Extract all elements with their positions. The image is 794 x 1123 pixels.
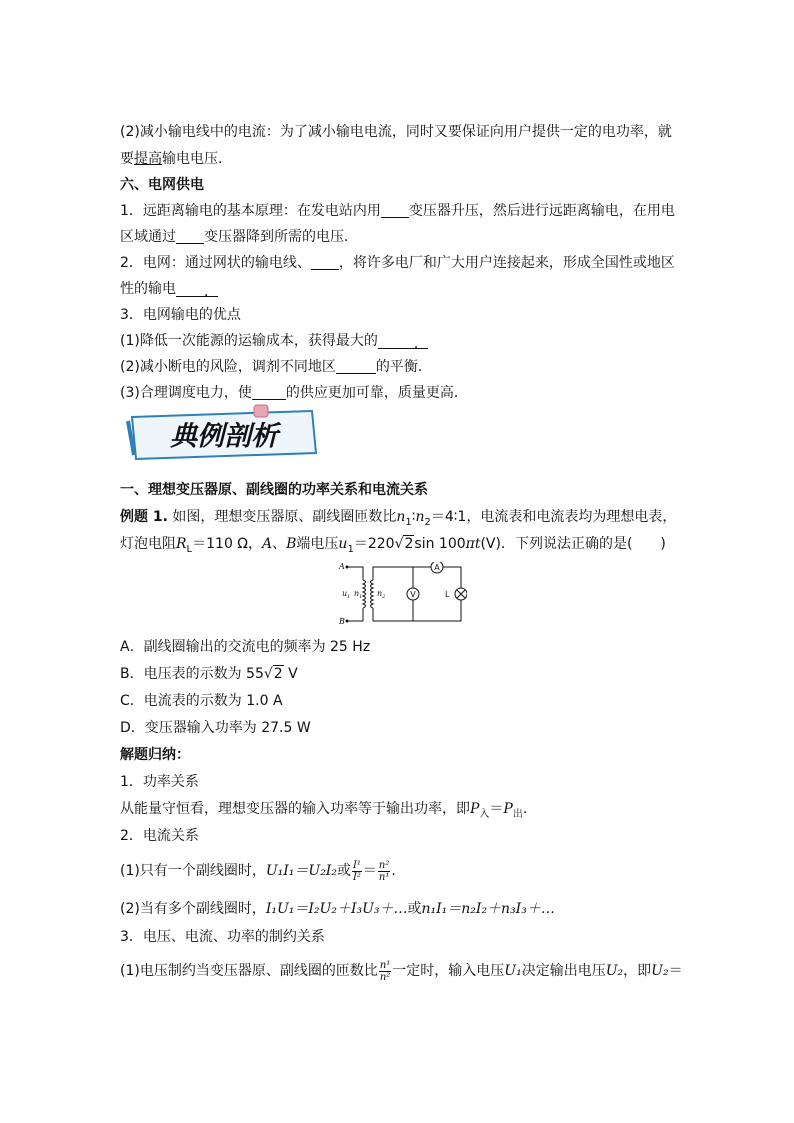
paragraph-line: 性的输电 ． [120,281,218,300]
question-stem-line: 灯泡电阻$R_L=110$ Ω，A、B端电压$u_1=220√2\sin$ 100πt(V)．下列说法正确的是( ) [120,536,666,555]
paragraph-line: 要提高输电电压． [120,151,232,167]
fraction: $\frac{\text{n¹}}{\text{n²}}$ [379,959,391,983]
example-analysis-banner [126,403,322,465]
load-loop [413,567,461,621]
paragraph-line: (2)减小输电线中的电流：为了减小输电电流，同时又要保证向用户提供一定的电功率，就 [120,124,672,140]
option-c: C．电流表的示数为 1.0 A [120,693,283,709]
paragraph-line: 3．电网输电的优点 [120,307,241,323]
paragraph-line: (1)降低一次能源的运输成本，获得最大的 ． [120,333,428,352]
answer-blank [336,359,376,374]
banner-title: 典例剖析 [170,421,278,452]
fraction: $\frac{\text{n²}}{\text{n¹}}$ [378,859,390,883]
option-d: D．变压器输入功率为 27.5 W [120,720,311,736]
lamp-label: L [445,590,450,599]
paragraph-line: (2)减小断电的风险，调剂不同地区 的平衡． [120,359,432,375]
transformer-circuit-diagram [333,562,467,626]
fraction: $\frac{\text{I¹}}{\text{I²}}$ [352,859,361,883]
paragraph-line: 1．远距离输电的基本原理：在发电站内用 变压器升压，然后进行远距离输电，在用电 [120,203,675,219]
terminal-a-label: A [339,562,345,571]
paperclip-icon [254,405,268,417]
summary-line: (2)当有多个副线圈时，I₁U₁＝I₂U₂＋I₃U₃＋…或n₁I₁＝n₂I₂＋n₃I₃＋… [120,901,555,917]
answer-blank [381,203,409,218]
secondary-coil [371,580,374,608]
answer-blank [252,385,286,400]
summary-heading: 1．功率关系 [120,774,199,790]
primary-top-wire [347,567,363,580]
voltmeter-label: V [410,590,416,599]
option-a: A．副线圈输出的交流电的频率为 25 Hz [120,639,371,655]
summary-line: 从能量守恒看，理想变压器的输入功率等于输出功率，即$P_入=P_出$. [120,801,528,820]
summary-title: 解题归纳： [120,747,190,763]
paragraph-line: 区域通过 变压器降到所需的电压． [120,229,358,245]
paragraph-line: (3)合理调度电力，使 的供应更加可靠，质量更高． [120,385,468,401]
summary-heading: 2．电流关系 [120,828,199,844]
option-b: B．电压表的示数为 55√2 V [120,666,298,682]
u1-label: $u_1$ [342,589,351,600]
answer-blank [311,255,339,270]
primary-coil [363,580,366,608]
summary-heading: 3．电压、电流、功率的制约关系 [120,929,325,945]
answer-blank [176,229,204,244]
question-stem-line: 例题 1. 如图，理想变压器原、副线圈匝数比$n_1∶n_2=4∶1$，电流表和电流表均为理想电表， [120,509,677,528]
answer-blank: ． [378,334,428,349]
paragraph-line: 2．电网：通过网状的输电线、 ，将许多电厂和广大用户连接起来，形成全国性或地区 [120,255,675,271]
terminal-b-label: B [339,617,345,626]
terminal-a-dot [346,566,349,569]
answer-blank: ． [176,282,218,297]
section-heading: 一、理想变压器原、副线圈的功率关系和电流关系 [120,482,428,498]
section-heading: 六、电网供电 [120,177,204,193]
n2-label: $n_2$ [377,589,386,600]
summary-line: (1)电压制约当变压器原、副线圈的匝数比 $\frac{\text{n¹}}{\text{n²}}$ 一定时，输入电压U₁决定输出电压U₂，即U₂＝ [120,959,683,983]
n1-label: $n_1$ [354,589,363,600]
summary-line: (1)只有一个副线圈时，U₁I₁＝U₂I₂或 $\frac{\text{I¹}}{\text{I²}}$ ＝ $\frac{\text{n²}}{\text{n¹}}$ . [120,859,396,883]
ammeter-label: A [434,563,440,572]
terminal-b-dot [346,620,349,623]
primary-bottom-wire [347,608,363,621]
